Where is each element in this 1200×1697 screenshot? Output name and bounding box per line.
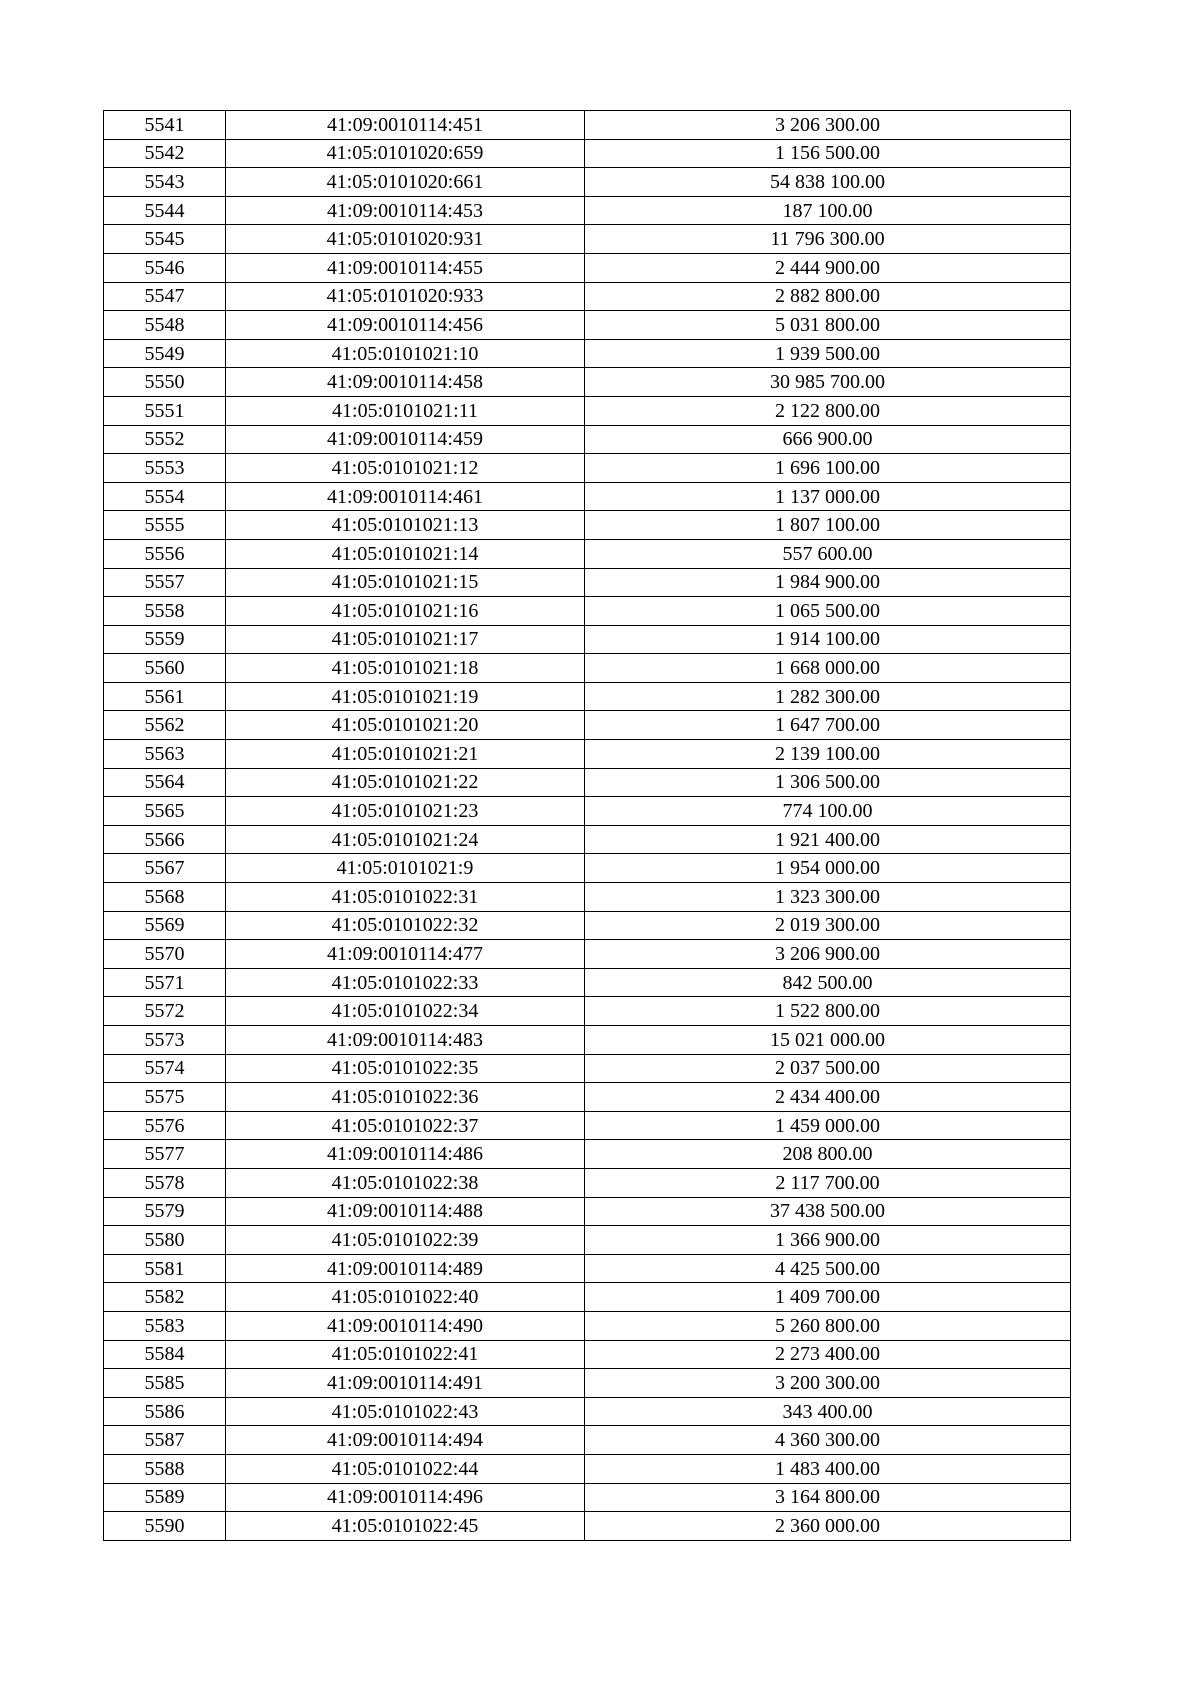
table-row	[104, 825, 1071, 854]
cadastral-value-cell: 774 100.00	[585, 797, 1071, 826]
cadastral-value-cell: 343 400.00	[585, 1397, 1071, 1426]
cadastral-value-cell: 3 200 300.00	[585, 1369, 1071, 1398]
cadastral-value-cell: 2 037 500.00	[585, 1054, 1071, 1083]
row-number-cell: 5565	[104, 797, 226, 826]
table-row	[104, 1140, 1071, 1169]
row-number-cell: 5589	[104, 1483, 226, 1512]
cadastral-number-cell: 41:09:0010114:490	[226, 1311, 585, 1340]
cadastral-number-cell: 41:05:0101022:35	[226, 1054, 585, 1083]
cadastral-number-cell: 41:09:0010114:491	[226, 1369, 585, 1398]
row-number-cell: 5561	[104, 682, 226, 711]
row-number-cell: 5574	[104, 1054, 226, 1083]
row-number-cell: 5552	[104, 425, 226, 454]
cadastral-value-cell: 5 031 800.00	[585, 311, 1071, 340]
cadastral-number-cell: 41:09:0010114:496	[226, 1483, 585, 1512]
table-row	[104, 911, 1071, 940]
row-number-cell: 5568	[104, 883, 226, 912]
cadastral-value-cell: 1 522 800.00	[585, 997, 1071, 1026]
table-row	[104, 482, 1071, 511]
row-number-cell: 5545	[104, 225, 226, 254]
cadastral-value-cell: 37 438 500.00	[585, 1197, 1071, 1226]
row-number-cell: 5566	[104, 825, 226, 854]
table-row	[104, 196, 1071, 225]
cadastral-value-cell: 3 164 800.00	[585, 1483, 1071, 1512]
row-number-cell: 5554	[104, 482, 226, 511]
cadastral-number-cell: 41:05:0101021:21	[226, 740, 585, 769]
row-number-cell: 5550	[104, 368, 226, 397]
cadastral-value-cell: 2 882 800.00	[585, 282, 1071, 311]
row-number-cell: 5580	[104, 1226, 226, 1255]
cadastral-value-cell: 1 137 000.00	[585, 482, 1071, 511]
cadastral-value-cell: 1 647 700.00	[585, 711, 1071, 740]
table-row	[104, 768, 1071, 797]
cadastral-number-cell: 41:05:0101021:11	[226, 396, 585, 425]
table-row	[104, 1111, 1071, 1140]
cadastral-number-cell: 41:05:0101021:14	[226, 539, 585, 568]
cadastral-value-cell: 2 444 900.00	[585, 253, 1071, 282]
cadastral-number-cell: 41:05:0101021:17	[226, 625, 585, 654]
cadastral-number-cell: 41:09:0010114:489	[226, 1254, 585, 1283]
cadastral-number-cell: 41:09:0010114:453	[226, 196, 585, 225]
cadastral-number-cell: 41:05:0101022:41	[226, 1340, 585, 1369]
cadastral-value-cell: 2 434 400.00	[585, 1083, 1071, 1112]
table-row	[104, 1254, 1071, 1283]
cadastral-value-cell: 2 273 400.00	[585, 1340, 1071, 1369]
table-row	[104, 368, 1071, 397]
cadastral-value-cell: 1 282 300.00	[585, 682, 1071, 711]
cadastral-number-cell: 41:09:0010114:461	[226, 482, 585, 511]
cadastral-number-cell: 41:05:0101021:12	[226, 454, 585, 483]
cadastral-value-cell: 1 483 400.00	[585, 1454, 1071, 1483]
table-row	[104, 1197, 1071, 1226]
cadastral-number-cell: 41:05:0101022:33	[226, 968, 585, 997]
row-number-cell: 5571	[104, 968, 226, 997]
row-number-cell: 5557	[104, 568, 226, 597]
table-row	[104, 1483, 1071, 1512]
cadastral-number-cell: 41:09:0010114:483	[226, 1026, 585, 1055]
cadastral-value-cell: 1 921 400.00	[585, 825, 1071, 854]
table-row	[104, 396, 1071, 425]
cadastral-value-cell: 2 360 000.00	[585, 1512, 1071, 1541]
cadastral-value-cell: 1 914 100.00	[585, 625, 1071, 654]
table-row	[104, 711, 1071, 740]
cadastral-number-cell: 41:05:0101020:931	[226, 225, 585, 254]
row-number-cell: 5569	[104, 911, 226, 940]
table-row	[104, 425, 1071, 454]
cadastral-number-cell: 41:05:0101021:20	[226, 711, 585, 740]
row-number-cell: 5587	[104, 1426, 226, 1455]
cadastral-number-cell: 41:09:0010114:456	[226, 311, 585, 340]
table-row	[104, 168, 1071, 197]
table-row	[104, 225, 1071, 254]
cadastral-number-cell: 41:05:0101020:661	[226, 168, 585, 197]
table-row	[104, 1426, 1071, 1455]
cadastral-number-cell: 41:09:0010114:459	[226, 425, 585, 454]
row-number-cell: 5544	[104, 196, 226, 225]
cadastral-number-cell: 41:05:0101021:18	[226, 654, 585, 683]
cadastral-number-cell: 41:05:0101022:32	[226, 911, 585, 940]
row-number-cell: 5541	[104, 111, 226, 140]
cadastral-value-cell: 1 696 100.00	[585, 454, 1071, 483]
cadastral-number-cell: 41:05:0101022:38	[226, 1168, 585, 1197]
row-number-cell: 5560	[104, 654, 226, 683]
table-row	[104, 1054, 1071, 1083]
cadastral-number-cell: 41:05:0101020:933	[226, 282, 585, 311]
row-number-cell: 5542	[104, 139, 226, 168]
cadastral-number-cell: 41:05:0101022:40	[226, 1283, 585, 1312]
cadastral-number-cell: 41:05:0101022:36	[226, 1083, 585, 1112]
table-row	[104, 1026, 1071, 1055]
row-number-cell: 5558	[104, 597, 226, 626]
table-row	[104, 339, 1071, 368]
cadastral-value-cell: 1 065 500.00	[585, 597, 1071, 626]
cadastral-value-cell: 54 838 100.00	[585, 168, 1071, 197]
cadastral-number-cell: 41:09:0010114:494	[226, 1426, 585, 1455]
table-row	[104, 1168, 1071, 1197]
row-number-cell: 5581	[104, 1254, 226, 1283]
row-number-cell: 5586	[104, 1397, 226, 1426]
table-row	[104, 740, 1071, 769]
cadastral-value-cell: 1 306 500.00	[585, 768, 1071, 797]
table-row	[104, 797, 1071, 826]
cadastral-value-cell: 2 122 800.00	[585, 396, 1071, 425]
table-row	[104, 253, 1071, 282]
cadastral-number-cell: 41:09:0010114:488	[226, 1197, 585, 1226]
table-row	[104, 1311, 1071, 1340]
cadastral-value-cell: 1 156 500.00	[585, 139, 1071, 168]
cadastral-value-cell: 1 807 100.00	[585, 511, 1071, 540]
cadastral-value-cell: 1 409 700.00	[585, 1283, 1071, 1312]
cadastral-value-cell: 557 600.00	[585, 539, 1071, 568]
row-number-cell: 5547	[104, 282, 226, 311]
row-number-cell: 5551	[104, 396, 226, 425]
row-number-cell: 5549	[104, 339, 226, 368]
row-number-cell: 5562	[104, 711, 226, 740]
cadastral-value-cell: 1 954 000.00	[585, 854, 1071, 883]
cadastral-value-cell: 4 360 300.00	[585, 1426, 1071, 1455]
table-row	[104, 1397, 1071, 1426]
cadastral-number-cell: 41:09:0010114:477	[226, 940, 585, 969]
table-row	[104, 883, 1071, 912]
cadastral-value-cell: 3 206 900.00	[585, 940, 1071, 969]
table-row	[104, 454, 1071, 483]
cadastral-value-cell: 3 206 300.00	[585, 111, 1071, 140]
row-number-cell: 5555	[104, 511, 226, 540]
table-row	[104, 625, 1071, 654]
table-row	[104, 682, 1071, 711]
cadastral-value-cell: 187 100.00	[585, 196, 1071, 225]
row-number-cell: 5553	[104, 454, 226, 483]
cadastral-number-cell: 41:05:0101021:10	[226, 339, 585, 368]
cadastral-value-cell: 1 366 900.00	[585, 1226, 1071, 1255]
cadastral-value-cell: 11 796 300.00	[585, 225, 1071, 254]
row-number-cell: 5573	[104, 1026, 226, 1055]
row-number-cell: 5564	[104, 768, 226, 797]
cadastral-value-cell: 1 323 300.00	[585, 883, 1071, 912]
cadastral-value-cell: 1 939 500.00	[585, 339, 1071, 368]
cadastral-value-cell: 4 425 500.00	[585, 1254, 1071, 1283]
cadastral-value-cell: 666 900.00	[585, 425, 1071, 454]
table-row	[104, 654, 1071, 683]
cadastral-value-cell: 15 021 000.00	[585, 1026, 1071, 1055]
row-number-cell: 5582	[104, 1283, 226, 1312]
table-row	[104, 139, 1071, 168]
cadastral-number-cell: 41:09:0010114:451	[226, 111, 585, 140]
table-row	[104, 854, 1071, 883]
cadastral-value-cell: 30 985 700.00	[585, 368, 1071, 397]
cadastral-number-cell: 41:05:0101022:31	[226, 883, 585, 912]
table-row	[104, 1454, 1071, 1483]
cadastral-number-cell: 41:05:0101021:15	[226, 568, 585, 597]
cadastral-value-cell: 842 500.00	[585, 968, 1071, 997]
cadastral-number-cell: 41:05:0101021:23	[226, 797, 585, 826]
cadastral-number-cell: 41:09:0010114:458	[226, 368, 585, 397]
cadastral-number-cell: 41:05:0101021:24	[226, 825, 585, 854]
row-number-cell: 5570	[104, 940, 226, 969]
table-body	[104, 111, 1071, 1541]
table-row	[104, 311, 1071, 340]
table-row	[104, 597, 1071, 626]
cadastral-number-cell: 41:05:0101022:37	[226, 1111, 585, 1140]
row-number-cell: 5584	[104, 1340, 226, 1369]
table-row	[104, 1369, 1071, 1398]
row-number-cell: 5579	[104, 1197, 226, 1226]
cadastral-number-cell: 41:05:0101021:16	[226, 597, 585, 626]
cadastral-number-cell: 41:05:0101022:34	[226, 997, 585, 1026]
table-row	[104, 1283, 1071, 1312]
cadastral-value-cell: 208 800.00	[585, 1140, 1071, 1169]
cadastral-value-cell: 2 019 300.00	[585, 911, 1071, 940]
row-number-cell: 5583	[104, 1311, 226, 1340]
cadastral-number-cell: 41:05:0101021:13	[226, 511, 585, 540]
row-number-cell: 5567	[104, 854, 226, 883]
cadastral-value-cell: 1 459 000.00	[585, 1111, 1071, 1140]
table-row	[104, 539, 1071, 568]
table-row	[104, 1226, 1071, 1255]
table-row	[104, 511, 1071, 540]
cadastral-value-cell: 5 260 800.00	[585, 1311, 1071, 1340]
row-number-cell: 5578	[104, 1168, 226, 1197]
cadastral-number-cell: 41:05:0101021:19	[226, 682, 585, 711]
cadastral-number-cell: 41:09:0010114:455	[226, 253, 585, 282]
row-number-cell: 5543	[104, 168, 226, 197]
cadastral-value-cell: 1 984 900.00	[585, 568, 1071, 597]
cadastral-number-cell: 41:05:0101022:44	[226, 1454, 585, 1483]
row-number-cell: 5575	[104, 1083, 226, 1112]
row-number-cell: 5590	[104, 1512, 226, 1541]
row-number-cell: 5585	[104, 1369, 226, 1398]
row-number-cell: 5576	[104, 1111, 226, 1140]
cadastral-value-cell: 1 668 000.00	[585, 654, 1071, 683]
row-number-cell: 5563	[104, 740, 226, 769]
table-row	[104, 111, 1071, 140]
cadastral-number-cell: 41:09:0010114:486	[226, 1140, 585, 1169]
cadastral-number-cell: 41:05:0101021:22	[226, 768, 585, 797]
cadastre-value-table	[103, 110, 1071, 1541]
row-number-cell: 5548	[104, 311, 226, 340]
table-row	[104, 282, 1071, 311]
row-number-cell: 5588	[104, 1454, 226, 1483]
table-row	[104, 940, 1071, 969]
table-row	[104, 1512, 1071, 1541]
cadastral-number-cell: 41:05:0101022:43	[226, 1397, 585, 1426]
table-row	[104, 1340, 1071, 1369]
cadastral-number-cell: 41:05:0101020:659	[226, 139, 585, 168]
table-row	[104, 568, 1071, 597]
row-number-cell: 5572	[104, 997, 226, 1026]
table-row	[104, 968, 1071, 997]
cadastral-number-cell: 41:05:0101022:45	[226, 1512, 585, 1541]
table-row	[104, 1083, 1071, 1112]
table-row	[104, 997, 1071, 1026]
row-number-cell: 5546	[104, 253, 226, 282]
row-number-cell: 5577	[104, 1140, 226, 1169]
row-number-cell: 5556	[104, 539, 226, 568]
cadastral-number-cell: 41:05:0101021:9	[226, 854, 585, 883]
row-number-cell: 5559	[104, 625, 226, 654]
cadastral-number-cell: 41:05:0101022:39	[226, 1226, 585, 1255]
cadastral-value-cell: 2 139 100.00	[585, 740, 1071, 769]
cadastral-value-cell: 2 117 700.00	[585, 1168, 1071, 1197]
